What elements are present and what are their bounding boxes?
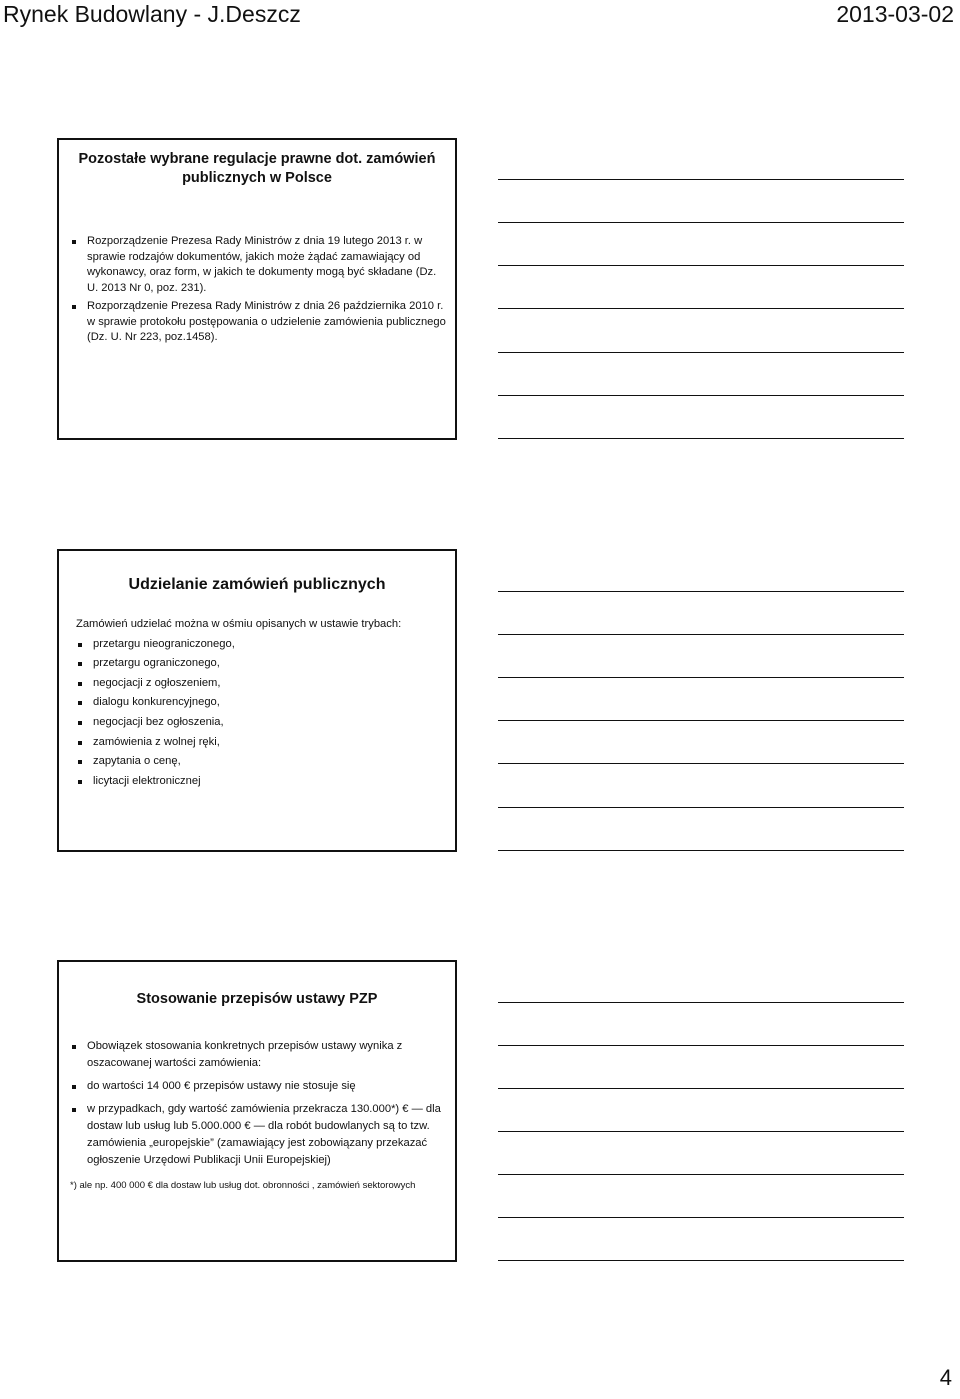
slide-3 [57, 960, 457, 1262]
document-date: 2013-03-02 [836, 1, 954, 27]
list-item-text: zamówienia z wolnej ręki, [93, 735, 220, 748]
slide-title: Udzielanie zamówień publicznych [128, 576, 386, 593]
bullet-icon [72, 240, 76, 244]
list-item-text: zapytania o cenę, [93, 755, 181, 768]
list-item [70, 1101, 450, 1169]
slide-1 [57, 138, 457, 440]
list-item [76, 772, 451, 792]
list-item [76, 713, 451, 733]
bullet-icon [72, 1085, 76, 1089]
list-item-text: negocjacji z ogłoszeniem, [93, 676, 221, 689]
list-item-text: przetargu nieograniczonego, [93, 637, 235, 650]
list-item [76, 654, 451, 674]
list-item-text: Rozporządzenie Prezesa Rady Ministrów z dnia 26 października 2010 r. w sprawie protokołu postępowania o udzielenie zamówienia publicznego (Dz. U. Nr 223, poz.1458). [87, 300, 446, 343]
list-item [76, 733, 451, 753]
bullet-icon [78, 643, 82, 647]
slide-2 [57, 549, 457, 852]
slide-title-line-2: publicznych w Polsce [182, 170, 332, 186]
bullet-icon [78, 741, 82, 745]
list-item-text: licytacji elektronicznej [93, 774, 201, 787]
slide-body [70, 1038, 450, 1169]
bullet-icon [78, 701, 82, 705]
footnote: *) ale np. 400 000 € dla dostaw lub usług dot. obronności , zamówień sektorowych [70, 1180, 416, 1191]
list-item-text: przetargu ograniczonego, [93, 657, 220, 670]
list-item [70, 299, 448, 346]
list-item-text: dialogu konkurencyjnego, [93, 696, 220, 709]
slide-intro: Zamówień udzielać można w ośmiu opisanych w ustawie trybach: [76, 618, 402, 630]
slide-title [59, 150, 455, 188]
list-item [76, 693, 451, 713]
list-item [76, 674, 451, 694]
bullet-icon [78, 780, 82, 784]
slide-title-line-1: Pozostałe wybrane regulacje prawne dot. zamówień [78, 151, 436, 167]
list-item-text: w przypadkach, gdy wartość zamówienia przekracza 130.000*) € — dla dostaw lub usług lub 5.000.000 € — dla robót budowlanych są to tzw. zamówienia „europejskie” (zamawiający jest zobowiązany przekazać ogłoszenie Urzędowi Publikacji Unii Europejskiej) [87, 1103, 441, 1166]
page-number: 4 [939, 1365, 952, 1390]
list-item-text: Obowiązek stosowania konkretnych przepisów ustawy wynika z oszacowanej wartości zamówienia: [87, 1040, 403, 1069]
list-item-text: negocjacji bez ogłoszenia, [93, 715, 224, 728]
bullet-icon [72, 1045, 76, 1049]
list-item-text: Rozporządzenie Prezesa Rady Ministrów z dnia 19 lutego 2013 r. w sprawie rodzajów dokumentów, jakich może żądać zamawiający od wykonawcy, oraz form, w jakich te dokumenty mogą być składane (Dz. U. 2013 Nr 0, poz. 231). [87, 235, 437, 294]
slide-body [70, 234, 448, 346]
list-item [76, 635, 451, 655]
document-title: Rynek Budowlany - J.Deszcz [3, 1, 301, 27]
slide-title: Stosowanie przepisów ustawy PZP [136, 991, 378, 1007]
bullet-icon [78, 721, 82, 725]
page-header [0, 0, 960, 28]
bullet-icon [78, 760, 82, 764]
list-item [70, 1038, 450, 1072]
list-item [70, 234, 448, 296]
slide-body [76, 615, 451, 791]
list-item [76, 752, 451, 772]
bullet-icon [78, 682, 82, 686]
bullet-icon [72, 305, 76, 309]
list-item [70, 1078, 450, 1095]
bullet-icon [72, 1108, 76, 1112]
bullet-icon [78, 662, 82, 666]
list-item-text: do wartości 14 000 € przepisów ustawy nie stosuje się [87, 1080, 356, 1092]
